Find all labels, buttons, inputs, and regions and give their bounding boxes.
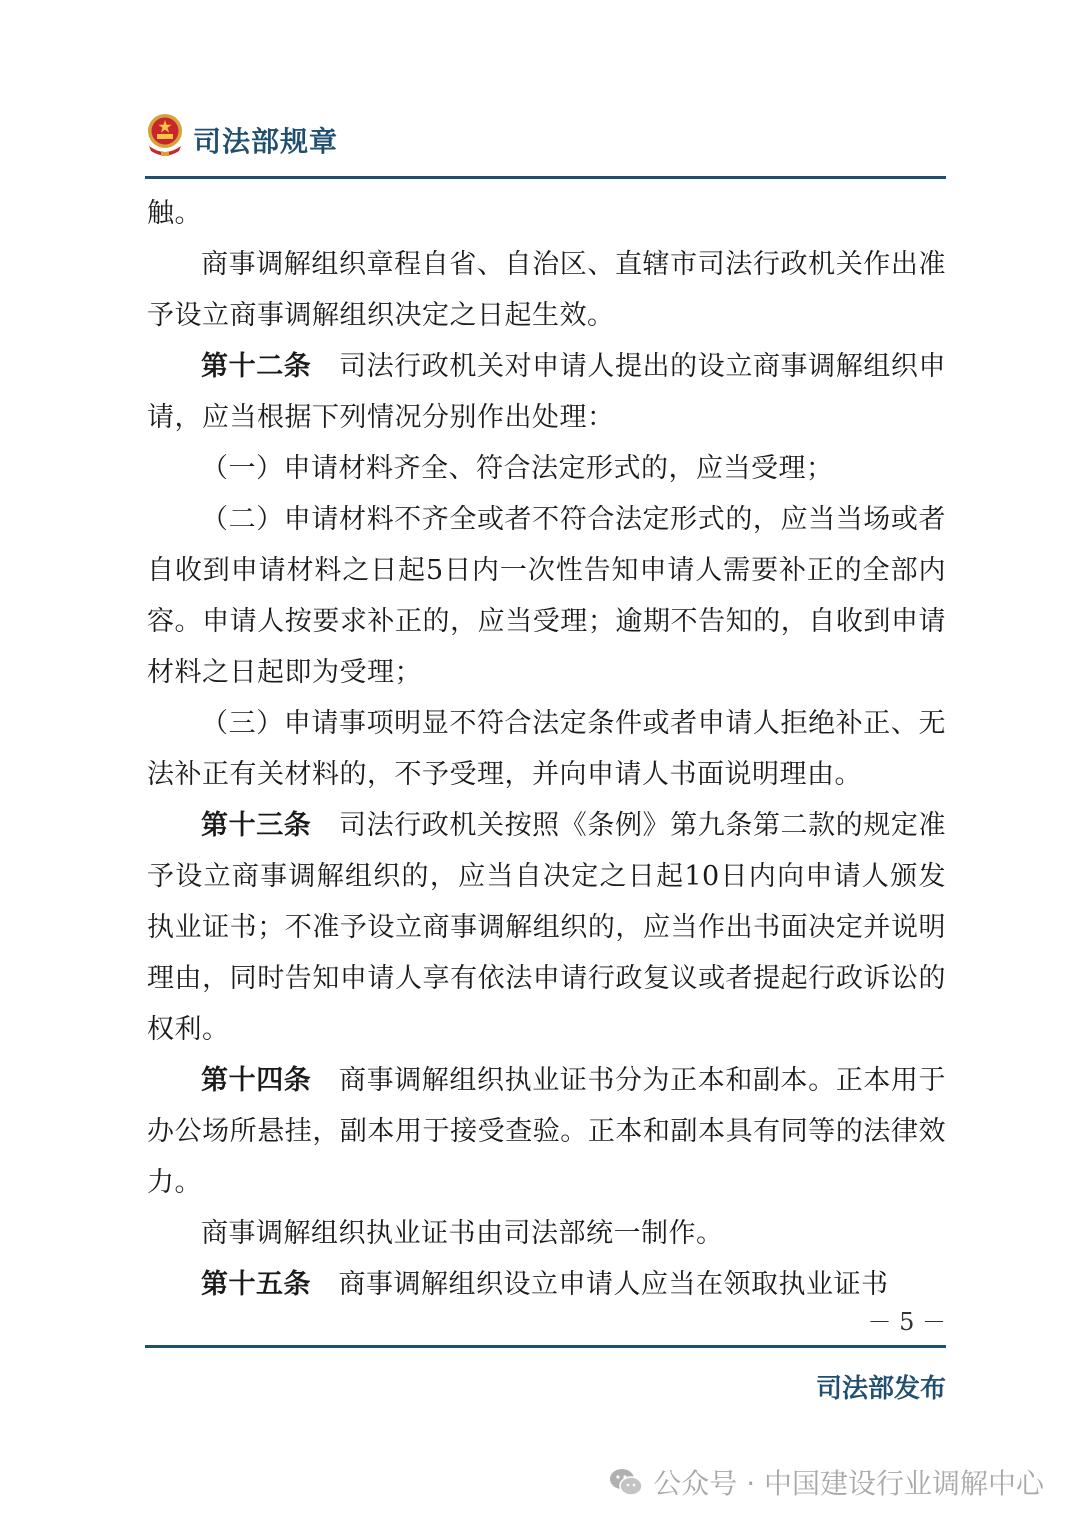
article-paragraph (147, 341, 946, 443)
footer-publisher: 司法部发布 (815, 1374, 946, 1404)
watermark (609, 1462, 1044, 1502)
paragraph-text: 商事调解组织章程自省、自治区、直辖市司法行政机关作出准予设立商事调解组织决定之日起生效。 (147, 249, 946, 331)
article-paragraph (147, 1055, 946, 1208)
paragraph-text: （一）申请材料齐全、符合法定形式的，应当受理； (201, 453, 834, 484)
body-paragraph (147, 494, 946, 698)
watermark-text: 公众号 · 中国建设行业调解中心 (653, 1467, 1044, 1500)
body-paragraph (147, 1208, 946, 1259)
body-paragraph (147, 698, 946, 800)
header-title: 司法部规章 (193, 125, 339, 158)
article-paragraph (147, 1259, 946, 1310)
page-header (145, 112, 946, 168)
article-number: 第十三条 (201, 810, 312, 841)
article-number: 第十五条 (201, 1269, 311, 1300)
paragraph-text: 触。 (147, 198, 202, 229)
paragraph-text: 商事调解组织执业证书由司法部统一制作。 (201, 1218, 724, 1249)
paragraph-text: 司法行政机关按照《条例》第九条第二款的规定准予设立商事调解组织的，应当自决定之日起10日内向申请人颁发执业证书；不准予设立商事调解组织的，应当作出书面决定并说明理由，同时告知申请人享有依法申请行政复议或者提起行政诉讼的权利。 (147, 810, 947, 1045)
header-divider (145, 176, 946, 179)
national-emblem-icon (145, 112, 185, 158)
paragraph-text: 商事调解组织执业证书分为正本和副本。正本用于办公场所悬挂，副本用于接受查验。正本和副本具有同等的法律效力。 (147, 1065, 947, 1198)
article-number: 第十四条 (201, 1065, 312, 1096)
wechat-icon (609, 1467, 643, 1497)
article-paragraph (147, 800, 946, 1055)
body-paragraph (147, 188, 946, 239)
page-number: － 5 － (867, 1308, 946, 1336)
paragraph-text: 商事调解组织设立申请人应当在领取执业证书 (338, 1269, 889, 1300)
body-paragraph (147, 443, 946, 494)
paragraph-text: （三）申请事项明显不符合法定条件或者申请人拒绝补正、无法补正有关材料的，不予受理，并向申请人书面说明理由。 (147, 708, 946, 790)
footer-divider (145, 1345, 946, 1348)
paragraph-text: （二）申请材料不齐全或者不符合法定形式的，应当当场或者自收到申请材料之日起5日内一次性告知申请人需要补正的全部内容。申请人按要求补正的，应当受理；逾期不告知的，自收到申请材料之日起即为受理； (147, 504, 946, 688)
body-paragraph (147, 239, 946, 341)
paragraph-text: 司法行政机关对申请人提出的设立商事调解组织申请，应当根据下列情况分别作出处理： (147, 351, 947, 433)
document-body (147, 188, 946, 1310)
article-number: 第十二条 (201, 351, 312, 382)
